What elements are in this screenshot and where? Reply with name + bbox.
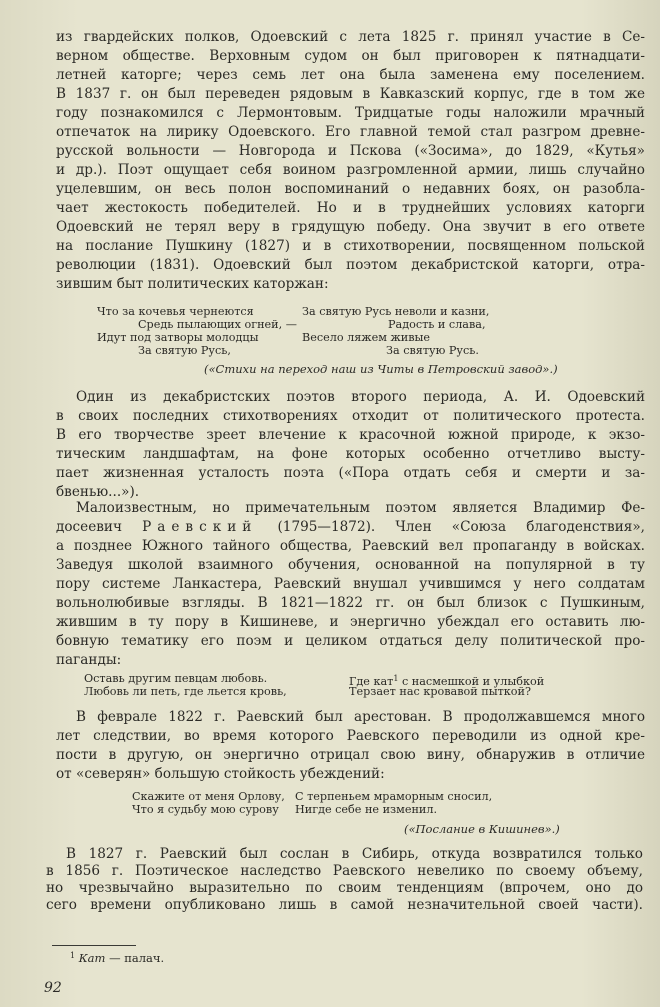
text-line: В 1827 г. Раевский был сослан в Сибирь, откуда возвратился только: [66, 846, 643, 862]
text-line: русской вольности — Новгорода и Пскова («Зосима», до 1829, «Кутья»: [56, 143, 645, 159]
poem-source: («Послание в Кишинев».): [404, 822, 560, 836]
text-line: Один из декабристских поэтов второго периода, А. И. Одоевский: [76, 389, 645, 405]
text-line: Одоевский не терял веру в грядущую победу. Она звучит в его ответе: [56, 219, 645, 235]
verse-line: За святую Русь неволи и казни,: [302, 305, 490, 318]
text-line: зившим быт политических каторжан:: [56, 276, 329, 292]
text-line: В его творчестве зреет влечение к красочной южной природе, к экзо-: [56, 427, 645, 443]
verse-line: Скажите от меня Орлову,: [132, 790, 285, 803]
text-line: отпечаток на лирику Одоевского. Его главной темой стал разгром древне-: [56, 124, 645, 140]
text-line: пает жизненная усталость поэта («Пора отдать себя и смерти и за-: [56, 465, 645, 481]
verse-line: Радость и слава,: [388, 318, 486, 331]
verse-line: Оставь другим певцам любовь.: [84, 672, 268, 685]
text-line: [56, 518, 645, 537]
emphasized-name: Раевский: [142, 519, 258, 535]
text-line: Заведуя школой взаимного обучения, основанной на популярной в ту: [56, 557, 645, 573]
text-line: Малоизвестным, но примечательным поэтом является Владимир Фе-: [76, 500, 645, 516]
text-line: от «северян» большую стойкость убеждений:: [56, 766, 385, 782]
text-line: но чрезвычайно выразительно по своим тенденциям (впрочем, оно до: [46, 880, 643, 896]
verse-line: За святую Русь,: [138, 344, 231, 357]
text-fragment: досеевич: [56, 519, 122, 535]
text-line: лет следствии, во время которого Раевского переводили из одной кре-: [56, 728, 645, 744]
text-line: уцелевшим, он весь полон воспоминаний о недавних боях, он разобла-: [56, 181, 645, 197]
paragraph-odoevsky-biography: [56, 28, 645, 294]
text-line: пору системе Ланкастера, Раевский внушал учившимся у него солдатам: [56, 576, 645, 592]
text-line: летней каторге; через семь лет она была заменена ему поселением.: [56, 67, 645, 83]
text-line: паганды:: [56, 652, 122, 668]
footnote: [70, 951, 164, 965]
text-line: пости в другую, он энергично отрицал свою вину, обнаружив в отличие: [56, 747, 645, 763]
verse-line: Весело ляжем живые: [302, 331, 431, 344]
text-fragment: Где кат: [349, 675, 394, 688]
text-fragment: с насмешкой и улыбкой: [401, 675, 545, 688]
footnote-marker[interactable]: 1: [393, 674, 399, 683]
paragraph-raevsky-intro: [56, 499, 645, 670]
verse-line: Нигде себе не изменил.: [295, 803, 438, 816]
text-line: бовную тематику его поэм и целиком отдаться делу политической про-: [56, 633, 645, 649]
footnote-number: 1: [70, 951, 76, 960]
text-line: а позднее Южного тайного общества, Раевский вел пропаганду в войсках.: [56, 538, 645, 554]
paragraph-raevsky-arrest: [56, 708, 645, 784]
text-line: в 1856 г. Поэтическое наследство Раевского невелико по своему объему,: [46, 863, 643, 879]
text-line: революции (1831). Одоевский был поэтом декабристской каторги, отра-: [56, 257, 645, 273]
verse-line: Что я судьбу мою сурову: [132, 803, 279, 816]
text-line: из гвардейских полков, Одоевский с лета 1825 г. принял участие в Се-: [56, 29, 645, 45]
page-number: 92: [44, 980, 62, 996]
text-line: в своих последних стихотворениях отходит от политического протеста.: [56, 408, 645, 424]
text-line: на послание Пушкину (1827) и в стихотворении, посвященном польской: [56, 238, 645, 254]
text-line: жившим в ту пору в Кишиневе, и энергично убеждал его оставить лю-: [56, 614, 645, 630]
verse-line: Средь пылающих огней, —: [138, 318, 297, 331]
verse-line: С терпеньем мраморным сносил,: [295, 790, 493, 803]
text-line: В 1837 г. он был переведен рядовым в Кавказский корпус, где в том же: [56, 86, 645, 102]
text-line: сего времени опубликовано лишь в самой незначительной своей части).: [46, 897, 643, 913]
text-line: В феврале 1822 г. Раевский был арестован. В продолжавшемся много: [76, 709, 645, 725]
text-line: верном обществе. Верховным судом он был приговорен к пятнадцати-: [56, 48, 645, 64]
paragraph-raevsky-exile: [46, 846, 643, 914]
text-line: году познакомился с Лермонтовым. Тридцатые годы наложили мрачный: [56, 105, 645, 121]
verse-line: Любовь ли петь, где льется кровь,: [84, 685, 287, 698]
text-line: бвенью...»).: [56, 484, 140, 500]
poem-source: («Стихи на переход наш из Читы в Петровский завод».): [204, 362, 558, 376]
paragraph-odoevsky-late: [56, 388, 645, 502]
text-line: чает жестокость победителей. Но и в труднейших условиях каторги: [56, 200, 645, 216]
verse-line: За святую Русь.: [386, 344, 479, 357]
footnote-text: — палач.: [105, 951, 165, 965]
footnote-term: Кат: [78, 951, 106, 965]
verse-line: Терзает нас кровавой пыткой?: [349, 685, 531, 698]
text-line: тическим ландшафтам, на фоне которых особенно отчетливо высту-: [56, 446, 645, 462]
text-line: и др.). Поэт ощущает себя воином разгромленной армии, лишь случайно: [56, 162, 645, 178]
verse-line: Что за кочевья чернеются: [97, 305, 254, 318]
footnote-divider: [52, 945, 136, 946]
text-fragment: (1795—1872). Член «Союза благоденствия»,: [277, 519, 645, 535]
verse-line: Идут под затворы молодцы: [97, 331, 259, 344]
text-line: вольнолюбивые взгляды. В 1821—1822 гг. он был близок с Пушкиным,: [56, 595, 645, 611]
